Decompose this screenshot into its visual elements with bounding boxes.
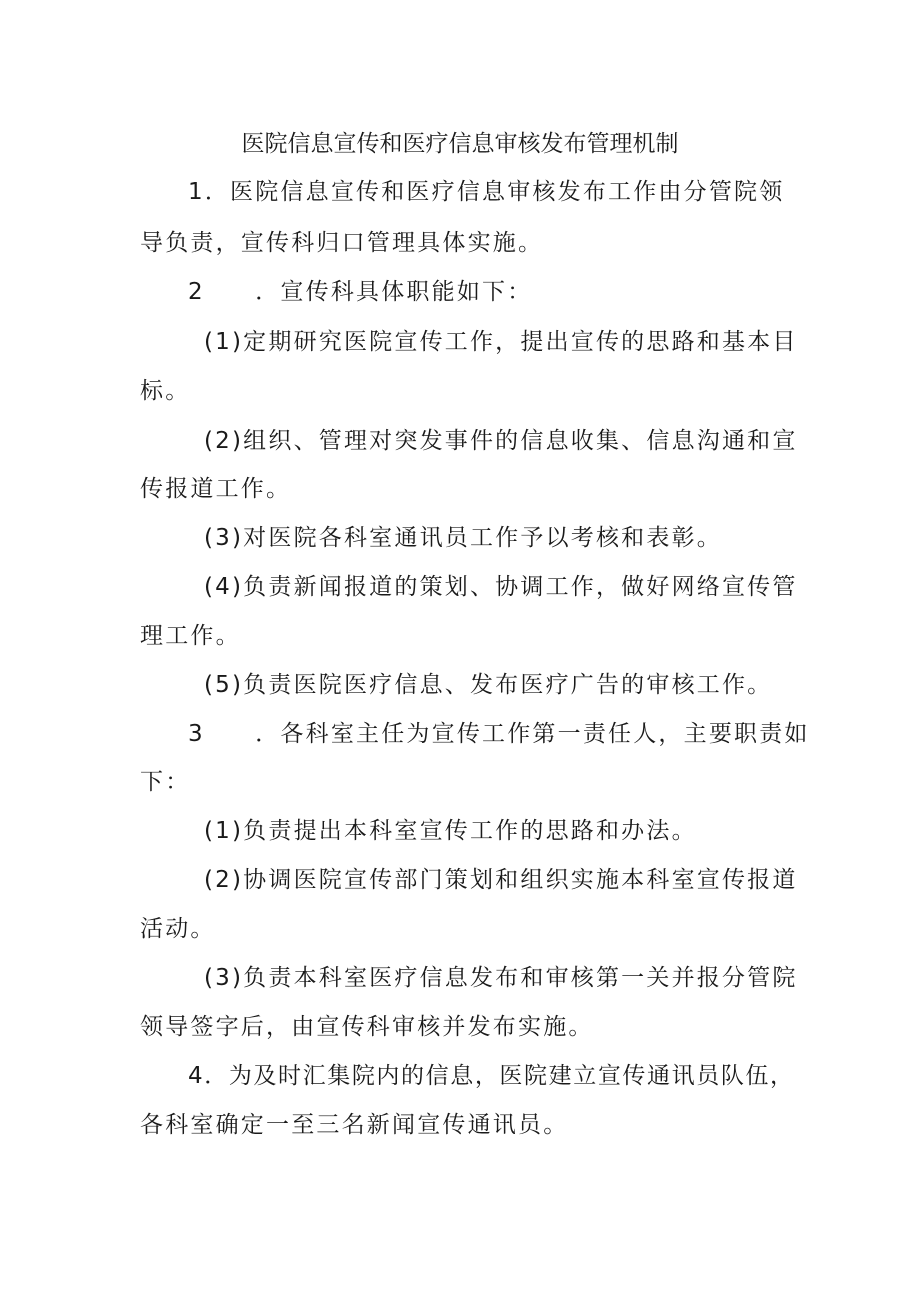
paragraph-4-line-2: 各科室确定一至三名新闻宣传通讯员。 <box>140 1112 569 1138</box>
item-3-3-line-1: (3)负责本科室医疗信息发布和审核第一关并报分管院 <box>204 965 798 991</box>
item-3-3-line-2: 领导签字后，由宣传科审核并发布实施。 <box>140 1014 594 1040</box>
item-2-3: (3)对医院各科室通讯员工作予以考核和表彰。 <box>204 525 722 551</box>
item-3-2-line-2: 活动。 <box>140 916 216 942</box>
paragraph-2-heading: 2 ．宣传科具体职能如下： <box>188 279 533 305</box>
paragraph-3-line-2: 下： <box>140 769 191 795</box>
item-2-2-line-1: (2)组织、管理对突发事件的信息收集、信息沟通和宣 <box>204 428 798 454</box>
item-2-1-line-2: 标。 <box>140 378 191 404</box>
item-2-4-line-2: 理工作。 <box>140 623 241 649</box>
item-2-2-line-2: 传报道工作。 <box>140 476 292 502</box>
item-2-1-line-1: (1)定期研究医院宣传工作，提出宣传的思路和基本目 <box>204 329 798 355</box>
paragraph-1-line-1: 1．医院信息宣传和医疗信息审核发布工作由分管院领 <box>188 179 785 205</box>
item-3-1: (1)负责提出本科室宣传工作的思路和办法。 <box>204 818 697 844</box>
paragraph-4-line-1: 4．为及时汇集院内的信息，医院建立宣传通讯员队伍， <box>188 1063 795 1089</box>
document-title: 医院信息宣传和医疗信息审核发布管理机制 <box>241 131 679 157</box>
paragraph-1-line-2: 导负责，宣传科归口管理具体实施。 <box>140 230 544 256</box>
item-2-4-line-1: (4)负责新闻报道的策划、协调工作，做好网络宣传管 <box>204 574 798 600</box>
item-3-2-line-1: (2)协调医院宣传部门策划和组织实施本科室宣传报道 <box>204 867 798 893</box>
item-2-5: (5)负责医院医疗信息、发布医疗广告的审核工作。 <box>204 672 773 698</box>
paragraph-3-line-1: 3 ．各科室主任为宣传工作第一责任人，主要职责如 <box>188 721 810 747</box>
